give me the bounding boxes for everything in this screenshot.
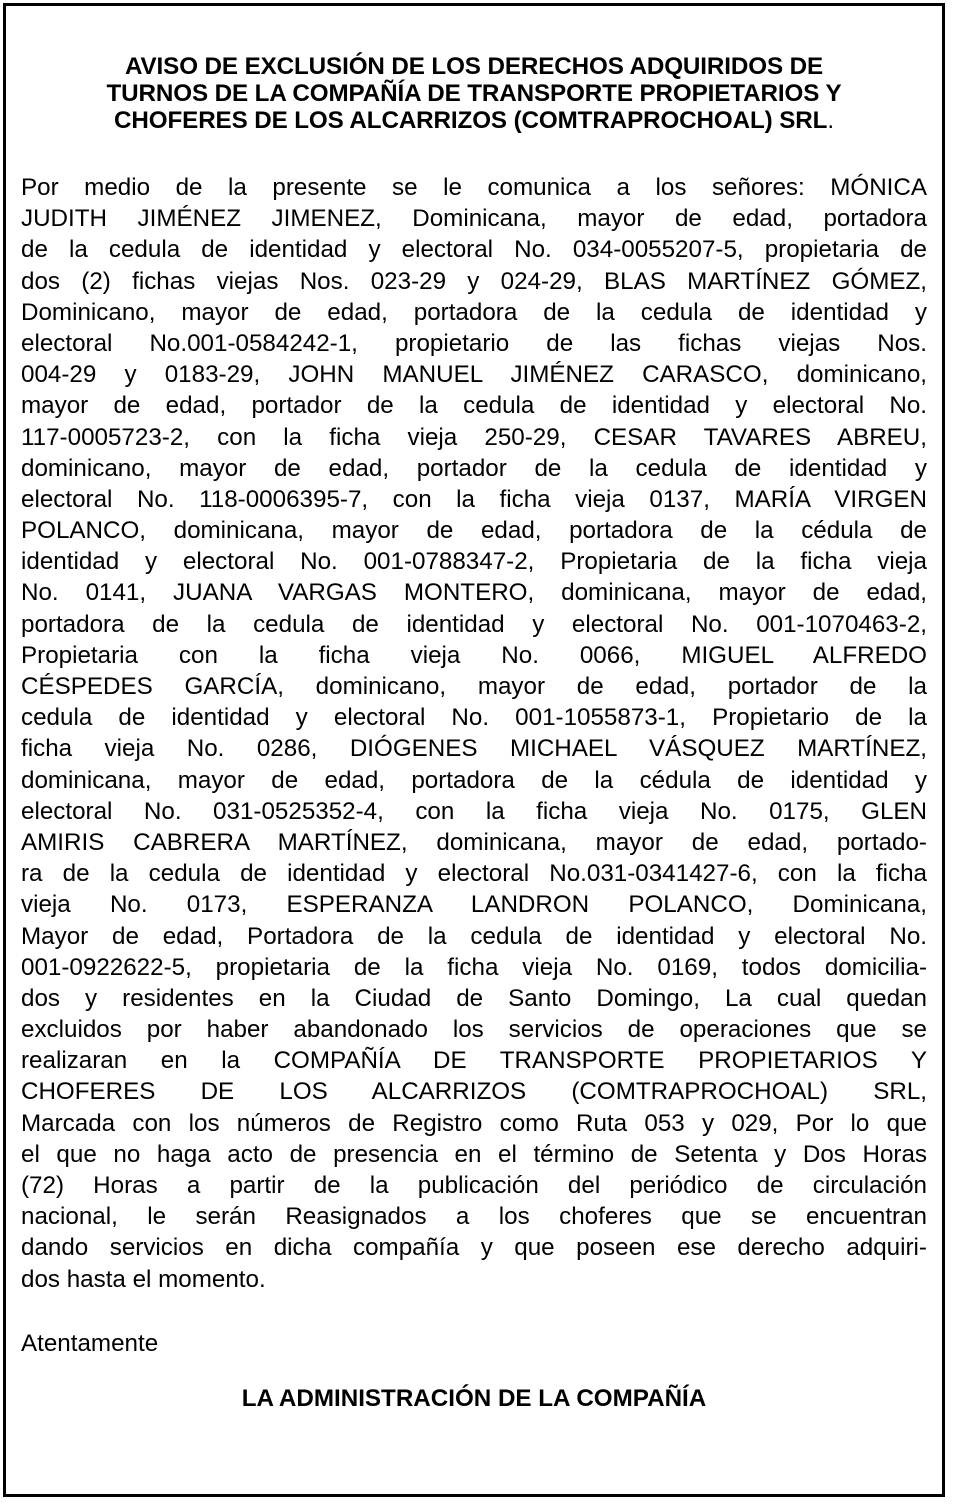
body-line: JUDITH JIMÉNEZ JIMENEZ, Dominicana, mayor de edad, portadora — [21, 205, 927, 233]
body-line: excluidos por haber abandonado los servicios de operaciones que se — [21, 1016, 927, 1044]
title-line-text: CHOFERES DE LOS ALCARRIZOS (COMTRAPROCHOAL) SRL — [114, 107, 828, 134]
body-line: dos y residentes en la Ciudad de Santo Domingo, La cual quedan — [21, 984, 927, 1012]
body-line: (72) Horas a partir de la publicación del periódico de circulación — [21, 1172, 927, 1199]
body-line: vieja No. 0173, ESPERANZA LANDRON POLANCO, Dominicana, — [21, 891, 927, 919]
body-line: Dominicano, mayor de edad, portadora de la cedula de identidad y — [21, 298, 927, 326]
body-line: dando servicios en dicha compañía y que poseen ese derecho adquiri- — [21, 1234, 927, 1262]
body-line: No. 0141, JUANA VARGAS MONTERO, dominicana, mayor de edad, — [21, 579, 927, 607]
notice-title — [20, 53, 928, 134]
body-line: de la cedula de identidad y electoral No. 034-0055207-5, propietaria de — [21, 236, 927, 264]
body-line: CHOFERES DE LOS ALCARRIZOS (COMTRAPROCHOAL) SRL, — [21, 1078, 927, 1106]
body-line: identidad y electoral No. 001-0788347-2, Propietaria de la ficha vieja — [21, 548, 927, 576]
signature: LA ADMINISTRACIÓN DE LA COMPAÑÍA — [241, 1385, 707, 1412]
title-line — [20, 107, 928, 134]
body-line: Propietaria con la ficha vieja No. 0066, MIGUEL ALFREDO — [21, 641, 927, 669]
body-line: Marcada con los números de Registro como Ruta 053 y 029, Por lo que — [21, 1109, 927, 1137]
body-line: Por medio de la presente se le comunica a los señores: MÓNICA — [21, 174, 927, 201]
body-line: cedula de identidad y electoral No. 001-1055873-1, Propietario de la — [21, 704, 927, 732]
body-line: dos (2) fichas viejas Nos. 023-29 y 024-29, BLAS MARTÍNEZ GÓMEZ, — [21, 267, 927, 295]
body-line: mayor de edad, portador de la cedula de identidad y electoral No. — [21, 392, 927, 420]
body-line: POLANCO, dominicana, mayor de edad, portadora de la cédula de — [21, 517, 927, 545]
title-line: TURNOS DE LA COMPAÑÍA DE TRANSPORTE PROPIETARIOS Y — [106, 80, 842, 107]
body-line: portadora de la cedula de identidad y electoral No. 001-1070463-2, — [21, 610, 927, 638]
body-line: electoral No.001-0584242-1, propietario de las fichas viejas Nos. — [21, 329, 927, 357]
body-line: electoral No. 118-0006395-7, con la ficha vieja 0137, MARÍA VIRGEN — [21, 485, 927, 513]
title-period: . — [827, 107, 834, 134]
body-line: realizaran en la COMPAÑÍA DE TRANSPORTE PROPIETARIOS Y — [21, 1047, 927, 1075]
body-line: 004-29 y 0183-29, JOHN MANUEL JIMÉNEZ CARASCO, dominicano, — [21, 361, 927, 389]
title-line: AVISO DE EXCLUSIÓN DE LOS DERECHOS ADQUIRIDOS DE — [124, 53, 824, 80]
body-line: dominicano, mayor de edad, portador de la cedula de identidad y — [21, 454, 927, 482]
body-line: dos hasta el momento. — [21, 1265, 266, 1293]
body-line: CÉSPEDES GARCÍA, dominicano, mayor de edad, portador de la — [21, 673, 927, 700]
closing-text: Atentamente — [21, 1330, 159, 1357]
body-line: ra de la cedula de identidad y electoral No.031-0341427-6, con la ficha — [21, 860, 927, 888]
body-line: dominicana, mayor de edad, portadora de la cédula de identidad y — [21, 766, 927, 794]
body-line: ficha vieja No. 0286, DIÓGENES MICHAEL VÁSQUEZ MARTÍNEZ, — [21, 735, 927, 763]
body-line: el que no haga acto de presencia en el término de Setenta y Dos Horas — [21, 1140, 927, 1168]
body-line: electoral No. 031-0525352-4, con la ficha vieja No. 0175, GLEN — [21, 797, 927, 825]
notice-box — [3, 3, 945, 1497]
body-line: 117-0005723-2, con la ficha vieja 250-29, CESAR TAVARES ABREU, — [21, 423, 927, 451]
body-line: Mayor de edad, Portadora de la cedula de identidad y electoral No. — [21, 922, 927, 950]
body-line: nacional, le serán Reasignados a los choferes que se encuentran — [21, 1203, 927, 1231]
body-line: 001-0922622-5, propietaria de la ficha vieja No. 0169, todos domicilia- — [21, 953, 927, 981]
notice-body — [21, 172, 927, 1295]
body-line: AMIRIS CABRERA MARTÍNEZ, dominicana, mayor de edad, portado- — [21, 828, 927, 856]
